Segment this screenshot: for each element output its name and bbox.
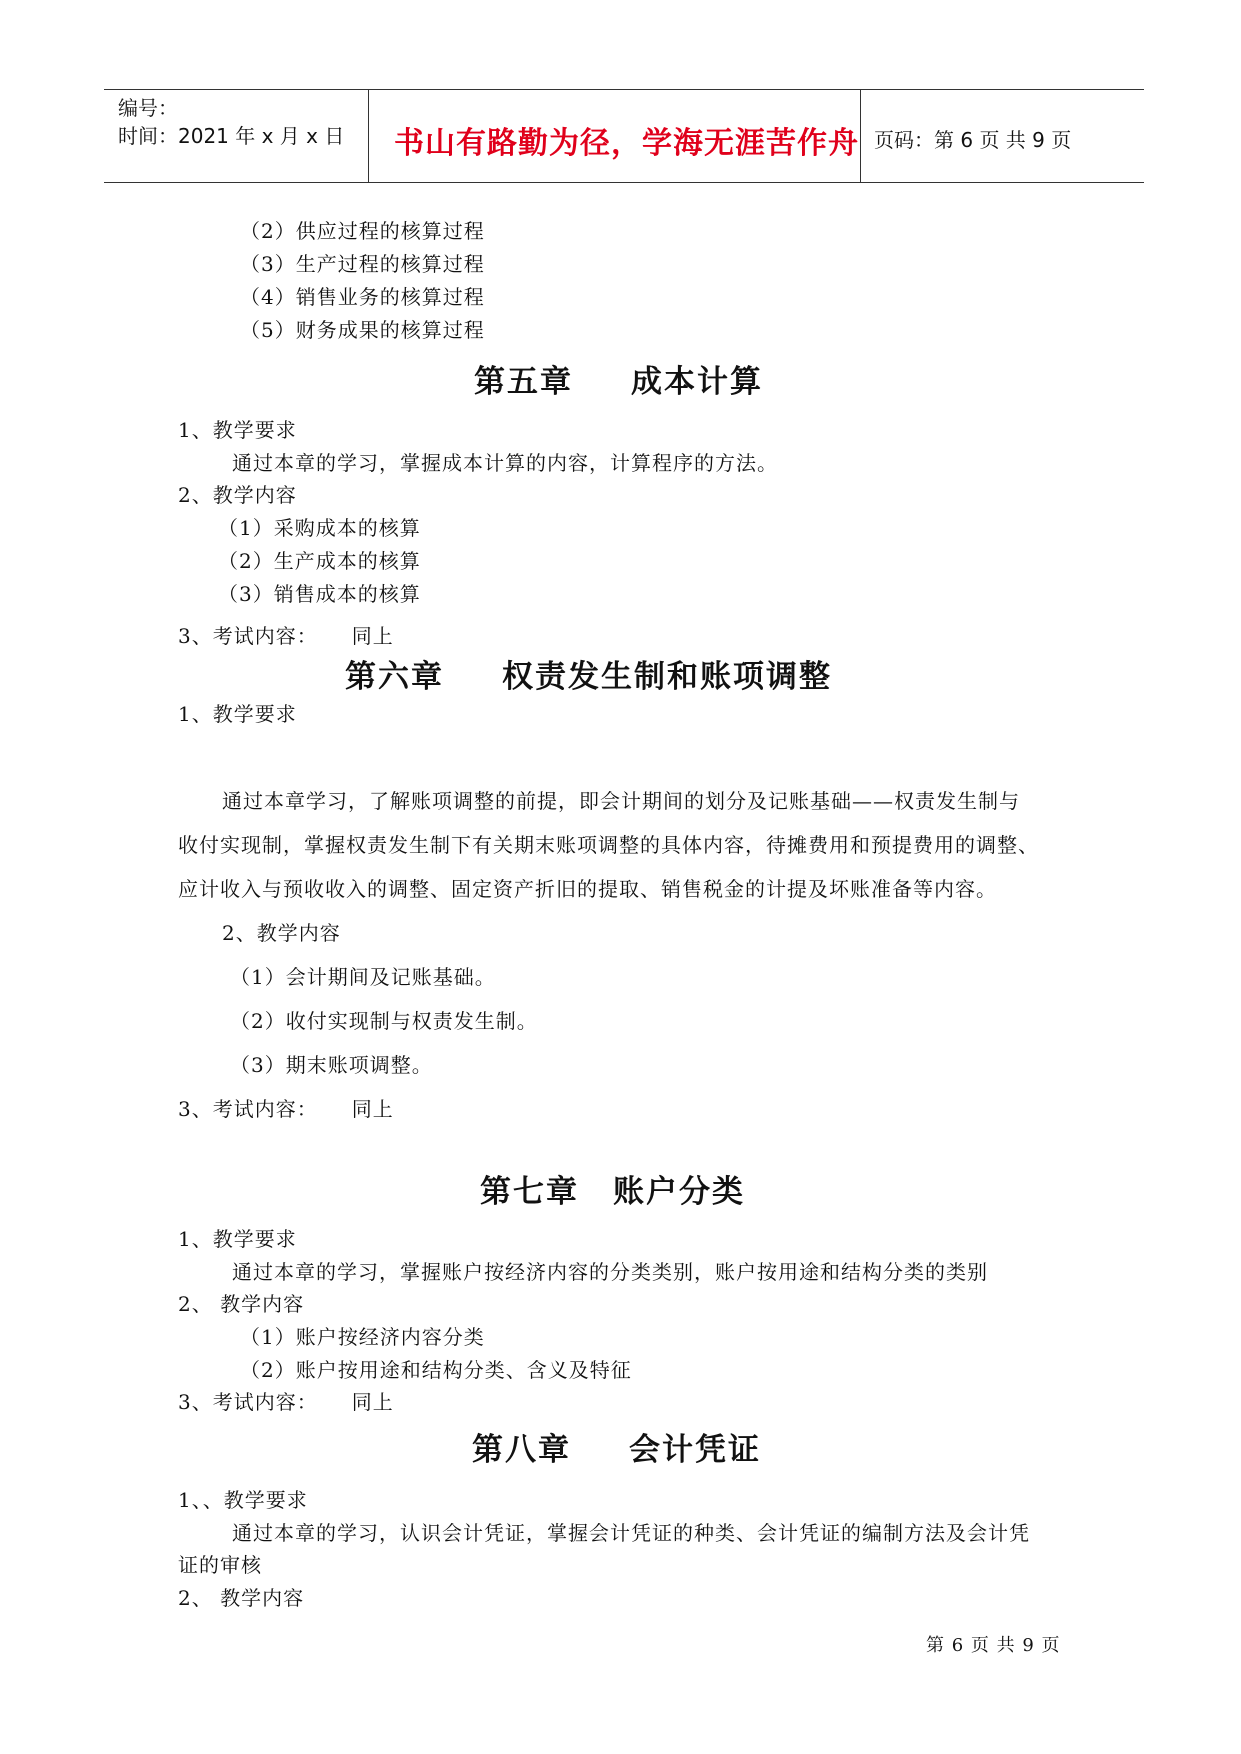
- list-item: （4）销售业务的核算过程: [240, 285, 485, 309]
- exam-content-row: [178, 1386, 394, 1415]
- list-item: （2）收付实现制与权责发生制。: [230, 1009, 538, 1033]
- list-item: （3）销售成本的核算: [218, 582, 421, 606]
- paragraph-line: 通过本章的学习，认识会计凭证，掌握会计凭证的种类、会计凭证的编制方法及会计凭: [232, 1521, 1030, 1545]
- teaching-requirements-label: 1、教学要求: [178, 1227, 297, 1251]
- list-item: （2）账户按用途和结构分类、含义及特征: [240, 1358, 632, 1382]
- chapter-number: 第七章: [480, 1174, 579, 1210]
- exam-content-label: 3、考试内容：: [178, 624, 318, 648]
- list-item: （1）采购成本的核算: [218, 516, 421, 540]
- chapter-title: 成本计算: [631, 364, 763, 400]
- header-divider-left: [368, 90, 369, 182]
- paragraph-line: 收付实现制，掌握权责发生制下有关期末账项调整的具体内容，待摊费用和预提费用的调整、: [178, 833, 1039, 857]
- chapter-6-heading: [345, 651, 832, 696]
- page-footer-number: 第 6 页 共 9 页: [926, 1635, 1061, 1656]
- list-item: （1）账户按经济内容分类: [240, 1325, 485, 1349]
- header-bottom-rule: [104, 182, 1144, 183]
- chapter-number: 第五章: [474, 364, 573, 400]
- date-label: 时间：2021 年 x 月 x 日: [118, 124, 345, 148]
- teaching-requirements-label: 1、、教学要求: [178, 1488, 308, 1512]
- chapter-number: 第六章: [345, 659, 444, 695]
- list-item: （5）财务成果的核算过程: [240, 318, 485, 342]
- chapter-8-heading: [472, 1424, 761, 1469]
- header-top-rule: [104, 89, 1144, 90]
- chapter-title: 账户分类: [613, 1174, 745, 1210]
- exam-content-label: 3、考试内容：: [178, 1097, 318, 1121]
- teaching-content-label: 2、 教学内容: [178, 1586, 305, 1610]
- teaching-requirements-text: 通过本章的学习，掌握账户按经济内容的分类类别，账户按用途和结构分类的类别: [232, 1260, 988, 1284]
- paragraph-line: 证的审核: [178, 1553, 262, 1577]
- list-item: （3）生产过程的核算过程: [240, 252, 485, 276]
- list-item: （3）期末账项调整。: [230, 1053, 433, 1077]
- list-item: （1）会计期间及记账基础。: [230, 965, 496, 989]
- list-item: （2）生产成本的核算: [218, 549, 421, 573]
- exam-content-value: 同上: [351, 624, 394, 648]
- exam-content-row: [178, 1093, 394, 1122]
- exam-content-label: 3、考试内容：: [178, 1390, 318, 1414]
- teaching-requirements-label: 1、教学要求: [178, 418, 297, 442]
- teaching-requirements-text: 通过本章的学习，掌握成本计算的内容，计算程序的方法。: [232, 451, 778, 475]
- header-page-info: 页码：第 6 页 共 9 页: [874, 128, 1072, 152]
- chapter-title: 权责发生制和账项调整: [502, 659, 832, 695]
- list-item: （2）供应过程的核算过程: [240, 219, 485, 243]
- exam-content-value: 同上: [351, 1097, 394, 1121]
- header-divider-right: [860, 90, 861, 182]
- teaching-content-label: 2、教学内容: [222, 921, 341, 945]
- teaching-content-label: 2、教学内容: [178, 483, 297, 507]
- paragraph-line: 通过本章学习，了解账项调整的前提，即会计期间的划分及记账基础——权责发生制与: [222, 789, 1020, 813]
- chapter-number: 第八章: [472, 1432, 571, 1468]
- exam-content-value: 同上: [351, 1390, 394, 1414]
- teaching-content-label: 2、 教学内容: [178, 1292, 305, 1316]
- chapter-5-heading: [474, 356, 763, 401]
- chapter-title: 会计凭证: [629, 1432, 761, 1468]
- exam-content-row: [178, 620, 394, 649]
- paragraph-line: 应计收入与预收收入的调整、固定资产折旧的提取、销售税金的计提及坏账准备等内容。: [178, 877, 997, 901]
- chapter-7-heading: [480, 1166, 745, 1211]
- teaching-requirements-label: 1、教学要求: [178, 702, 297, 726]
- header-motto: 书山有路勤为径，学海无涯苦作舟: [394, 126, 859, 161]
- serial-number-label: 编号：: [118, 96, 178, 120]
